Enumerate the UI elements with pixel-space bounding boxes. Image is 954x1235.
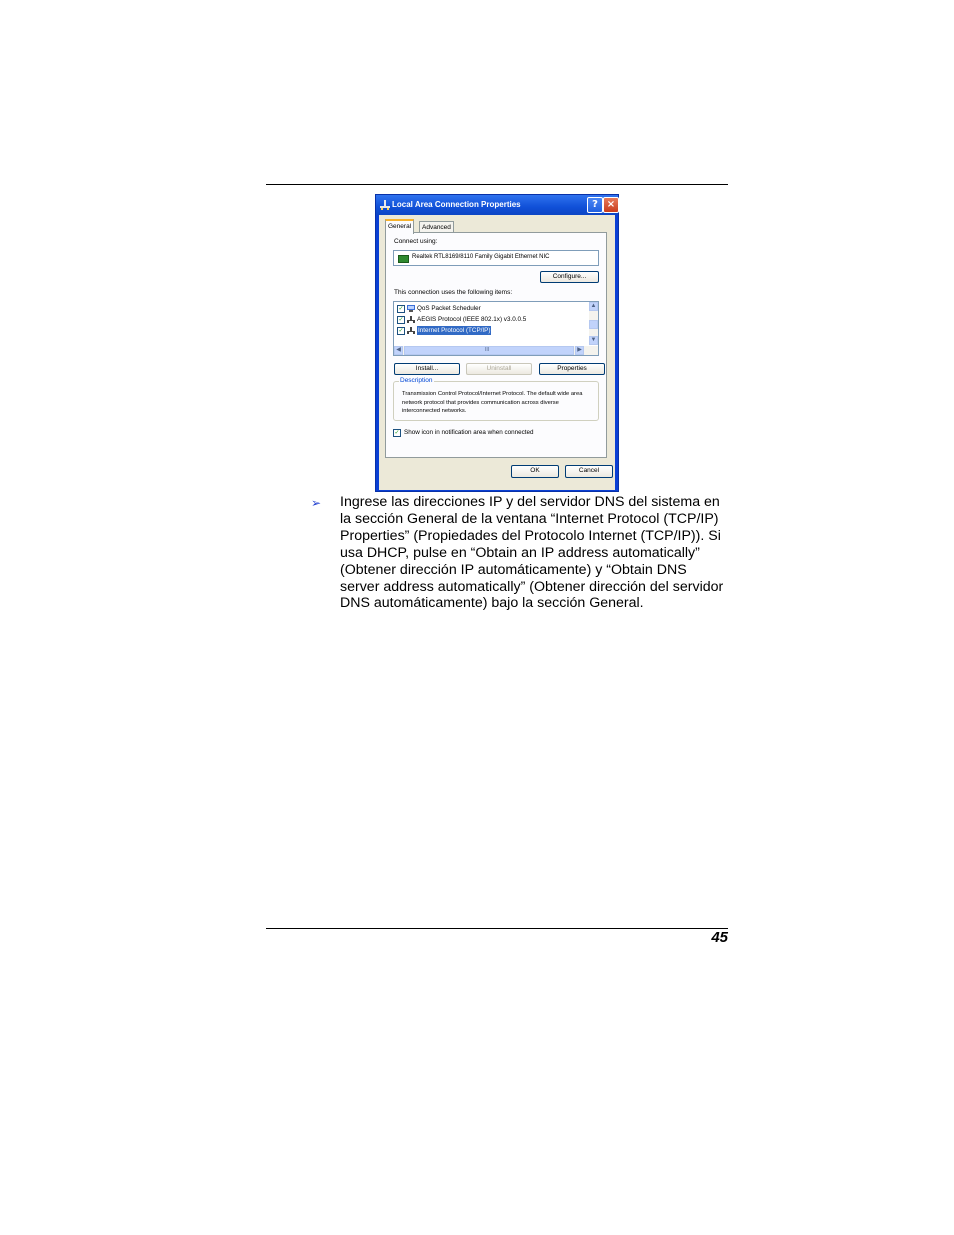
header-rule — [266, 184, 728, 185]
scroll-right-icon[interactable]: ▶ — [575, 346, 584, 355]
network-adapter-field — [393, 250, 599, 266]
instruction-paragraph: Ingrese las direcciones IP y del servidor DNS del sistema en la sección General de la ventana “Internet Protocol (TCP/IP) Properties” (Propiedades del Protocolo Internet (TCP/IP)). Si usa DHCP, pulse en “Obtain an IP address automatically” (Obtener dirección IP automáticamente) y “Obtain DNS server address automatically” (Obtener dirección del servidor DNS automáticamente) bajo la sección General. — [340, 494, 724, 612]
description-legend: Description — [400, 377, 433, 384]
network-card-icon — [398, 255, 409, 263]
uninstall-button[interactable]: Uninstall — [466, 363, 532, 375]
checkbox-checked-icon[interactable]: ✓ — [398, 327, 404, 334]
bullet-arrow-icon: ➢ — [311, 496, 322, 510]
install-button[interactable]: Install... — [394, 363, 460, 375]
protocol-network-icon — [407, 327, 415, 334]
protocol-network-icon — [407, 316, 415, 323]
title-bar[interactable] — [376, 195, 618, 215]
list-item-label: AEGIS Protocol (IEEE 802.1x) v3.0.0.5 — [417, 316, 527, 323]
components-label: This connection uses the following items: — [394, 289, 513, 296]
configure-button[interactable]: Configure... — [540, 271, 599, 283]
scroll-grip: III — [485, 347, 490, 353]
network-adapter-name: Realtek RTL8169/8110 Family Gigabit Ethernet NIC — [412, 254, 550, 260]
cancel-button[interactable]: Cancel — [565, 465, 613, 478]
horizontal-scrollbar[interactable] — [394, 346, 598, 355]
scroll-left-icon[interactable]: ◀ — [394, 346, 403, 355]
help-button[interactable]: ? — [587, 197, 603, 213]
description-text: Transmission Control Protocol/Internet Protocol. The default wide area network protocol that provides communication across diverse interconnected networks. — [402, 391, 583, 414]
dialog-body — [379, 215, 615, 490]
close-button[interactable]: × — [603, 197, 619, 213]
checkbox-checked-icon[interactable]: ✓ — [398, 316, 404, 323]
list-item-label: Internet Protocol (TCP/IP) — [418, 327, 491, 334]
footer-rule — [266, 928, 728, 929]
tab-advanced[interactable]: Advanced — [419, 221, 454, 233]
description-group — [393, 377, 599, 421]
scroll-up-icon[interactable]: ▲ — [590, 303, 597, 309]
show-icon-label[interactable]: Show icon in notification area when connected — [404, 429, 534, 436]
list-item-label: QoS Packet Scheduler — [417, 305, 481, 312]
checkbox-checked-icon[interactable]: ✓ — [398, 305, 404, 312]
vertical-scrollbar[interactable] — [589, 302, 598, 345]
show-icon-checkbox[interactable]: ✓ — [394, 429, 400, 436]
qos-scheduler-icon — [407, 305, 415, 312]
page-number: 45 — [711, 929, 728, 946]
network-connection-icon — [380, 200, 390, 210]
properties-button[interactable]: Properties — [539, 363, 605, 375]
local-area-connection-dialog — [375, 194, 619, 492]
scroll-thumb[interactable] — [589, 320, 598, 329]
connect-using-label: Connect using: — [394, 238, 438, 245]
dialog-title: Local Area Connection Properties — [392, 200, 521, 209]
tab-general[interactable]: General — [385, 219, 414, 234]
horizontal-scroll-thumb[interactable] — [404, 346, 574, 355]
components-list[interactable] — [393, 301, 599, 356]
general-tab-panel — [385, 232, 607, 458]
ok-button[interactable]: OK — [511, 465, 559, 478]
scroll-down-icon[interactable]: ▼ — [590, 337, 597, 343]
